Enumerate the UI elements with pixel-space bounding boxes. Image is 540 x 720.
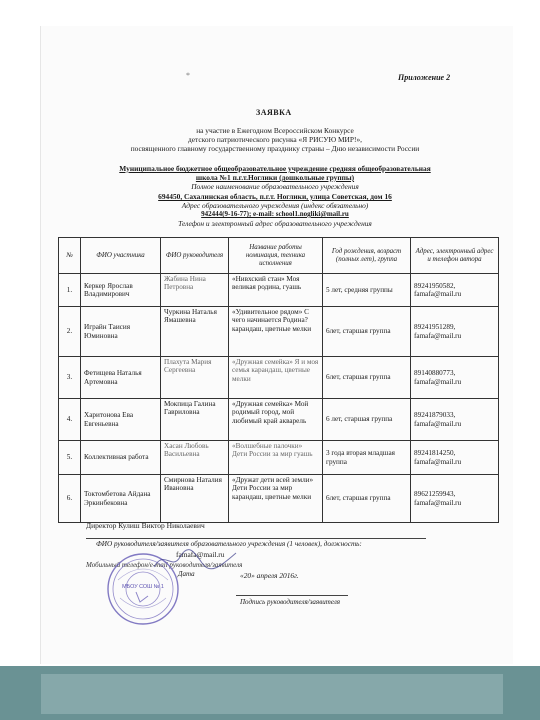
date-label: Дата	[178, 570, 195, 578]
row-age: 6лет, старшая группа	[323, 357, 411, 399]
row-contact: 89241950582, famafa@mail.ru	[411, 274, 499, 307]
table-row	[59, 475, 499, 523]
row-work: «Дружат дети всей земли» Дети России за мир карандаш, цветные мелки	[229, 475, 323, 523]
row-leader: Чуркина Наталья Ямашевна	[161, 307, 229, 357]
row-participant: Токтомбетова Айдана Эркинбековна	[81, 475, 161, 523]
row-work: «Дружная семейка» Мой родимый город, мой любимый край акварель	[229, 399, 323, 441]
document-title: ЗАЯВКА	[256, 108, 292, 117]
header-work: Название работы номинация, техника исполнения	[229, 238, 323, 274]
row-leader: Смирнова Наталия Ивановна	[161, 475, 229, 523]
row-contact: 89140880773, famafa@mail.ru	[411, 357, 499, 399]
row-participant: Играйн Таисия Юминовна	[81, 307, 161, 357]
signatory-email: famafa@mail.ru	[176, 550, 225, 559]
row-work: «Волшебные палочки» Дети России за мир гуашь	[229, 441, 323, 475]
participants-table	[58, 237, 499, 523]
row-work: «Дружная семейка» Я и моя семья карандаш, цветные мелки	[229, 357, 323, 399]
row-num: 1.	[59, 274, 81, 307]
row-num: 4.	[59, 399, 81, 441]
institution-name-line-2: школа №1 п.г.т.Ноглики (дошкольные группы)	[195, 173, 355, 182]
row-num: 2.	[59, 307, 81, 357]
institution-address: 694450, Сахалинская область, п.г.т. Ноглики, улица Советская, дом 16	[158, 192, 392, 201]
footer-panel	[41, 674, 503, 714]
intro-line-1: на участие в Ежегодном Всероссийском Конкурсе	[196, 126, 354, 135]
row-leader: Плахута Мария Сергеевна	[161, 357, 229, 399]
fio-caption: ФИО руководителя/заявителя образовательного учреждения (1 человек), должность:	[96, 540, 362, 548]
row-leader: Жабина Нина Петровна	[161, 274, 229, 307]
row-participant: Керкер Ярослав Владимирович	[81, 274, 161, 307]
header-age: Год рождения, возраст (полных лет), группа	[323, 238, 411, 274]
row-contact: 89241879033, famafa@mail.ru	[411, 399, 499, 441]
director-name: Директор Кулиш Виктор Николаевич	[86, 521, 205, 530]
table-row	[59, 274, 499, 307]
row-num: 6.	[59, 475, 81, 523]
row-age: 6 лет, старшая группа	[323, 399, 411, 441]
row-age: 3 года вторая младшая группа	[323, 441, 411, 475]
seal-text: МБОУ СОШ № 1	[122, 584, 164, 590]
row-num: 3.	[59, 357, 81, 399]
appendix-label: Приложение 2	[398, 73, 451, 82]
institution-address-caption: Адрес образовательного учреждения (индекс обязательно)	[181, 201, 369, 210]
table-row	[59, 399, 499, 441]
date-value: «20» апреля 2016г.	[240, 571, 299, 580]
row-participant: Коллективная работа	[81, 441, 161, 475]
row-participant: Харитонова Ева Евгеньевна	[81, 399, 161, 441]
table-row	[59, 441, 499, 475]
table-row	[59, 357, 499, 399]
row-work: «Нивхский стан» Моя великая родина, гуашь	[229, 274, 323, 307]
row-participant: Фетищева Наталья Артемовна	[81, 357, 161, 399]
institution-name-line-1: Муниципальное бюджетное общеобразовательное учреждение средняя общеобразовательная	[119, 164, 431, 173]
institution-name-caption: Полное наименование образовательного учреждения	[191, 182, 359, 191]
intro-line-2: детского патриотического рисунка «Я РИСУЮ МИР!»,	[187, 135, 363, 144]
mobile-caption: Мобильный телефон/e-mail руководителя/заявителя	[86, 561, 243, 569]
fio-underline	[86, 538, 426, 539]
row-age: 5 лет, средняя группы	[323, 274, 411, 307]
row-work: «Удивительное рядом» С чего начинается Родина? карандаш, цветные мелки	[229, 307, 323, 357]
institution-contacts-caption: Телефон и электронный адрес образовательного учреждения	[178, 219, 372, 228]
row-age: 6лет, старшая группа	[323, 475, 411, 523]
row-contact: 89241951289, famafa@mail.ru	[411, 307, 499, 357]
header-num: №	[59, 238, 81, 274]
intro-line-3: посвященного главному государственному празднику страны – Дню независимости России	[130, 144, 420, 153]
row-num: 5.	[59, 441, 81, 475]
row-contact: 89241814250, famafa@mail.ru	[411, 441, 499, 475]
institution-contacts: 942444(9-16-77); e-mail: school1.nogliki@mail.ru	[201, 210, 349, 218]
row-contact: 89621259943, famafa@mail.ru	[411, 475, 499, 523]
row-leader: Мокпица Галина Гавриловна	[161, 399, 229, 441]
signature-caption: Подпись руководителя/заявителя	[240, 598, 341, 606]
scan-mark: *	[186, 71, 190, 80]
handwritten-signature	[150, 545, 240, 575]
header-contact: Адрес, электронный адрес и телефон автора	[411, 238, 499, 274]
row-leader: Хасан Любовь Васильевна	[161, 441, 229, 475]
header-leader: ФИО руководителя	[161, 238, 229, 274]
header-participant: ФИО участника	[81, 238, 161, 274]
signature-underline	[236, 595, 348, 596]
table-row	[59, 307, 499, 357]
row-age: 6лет, старшая группа	[323, 307, 411, 357]
